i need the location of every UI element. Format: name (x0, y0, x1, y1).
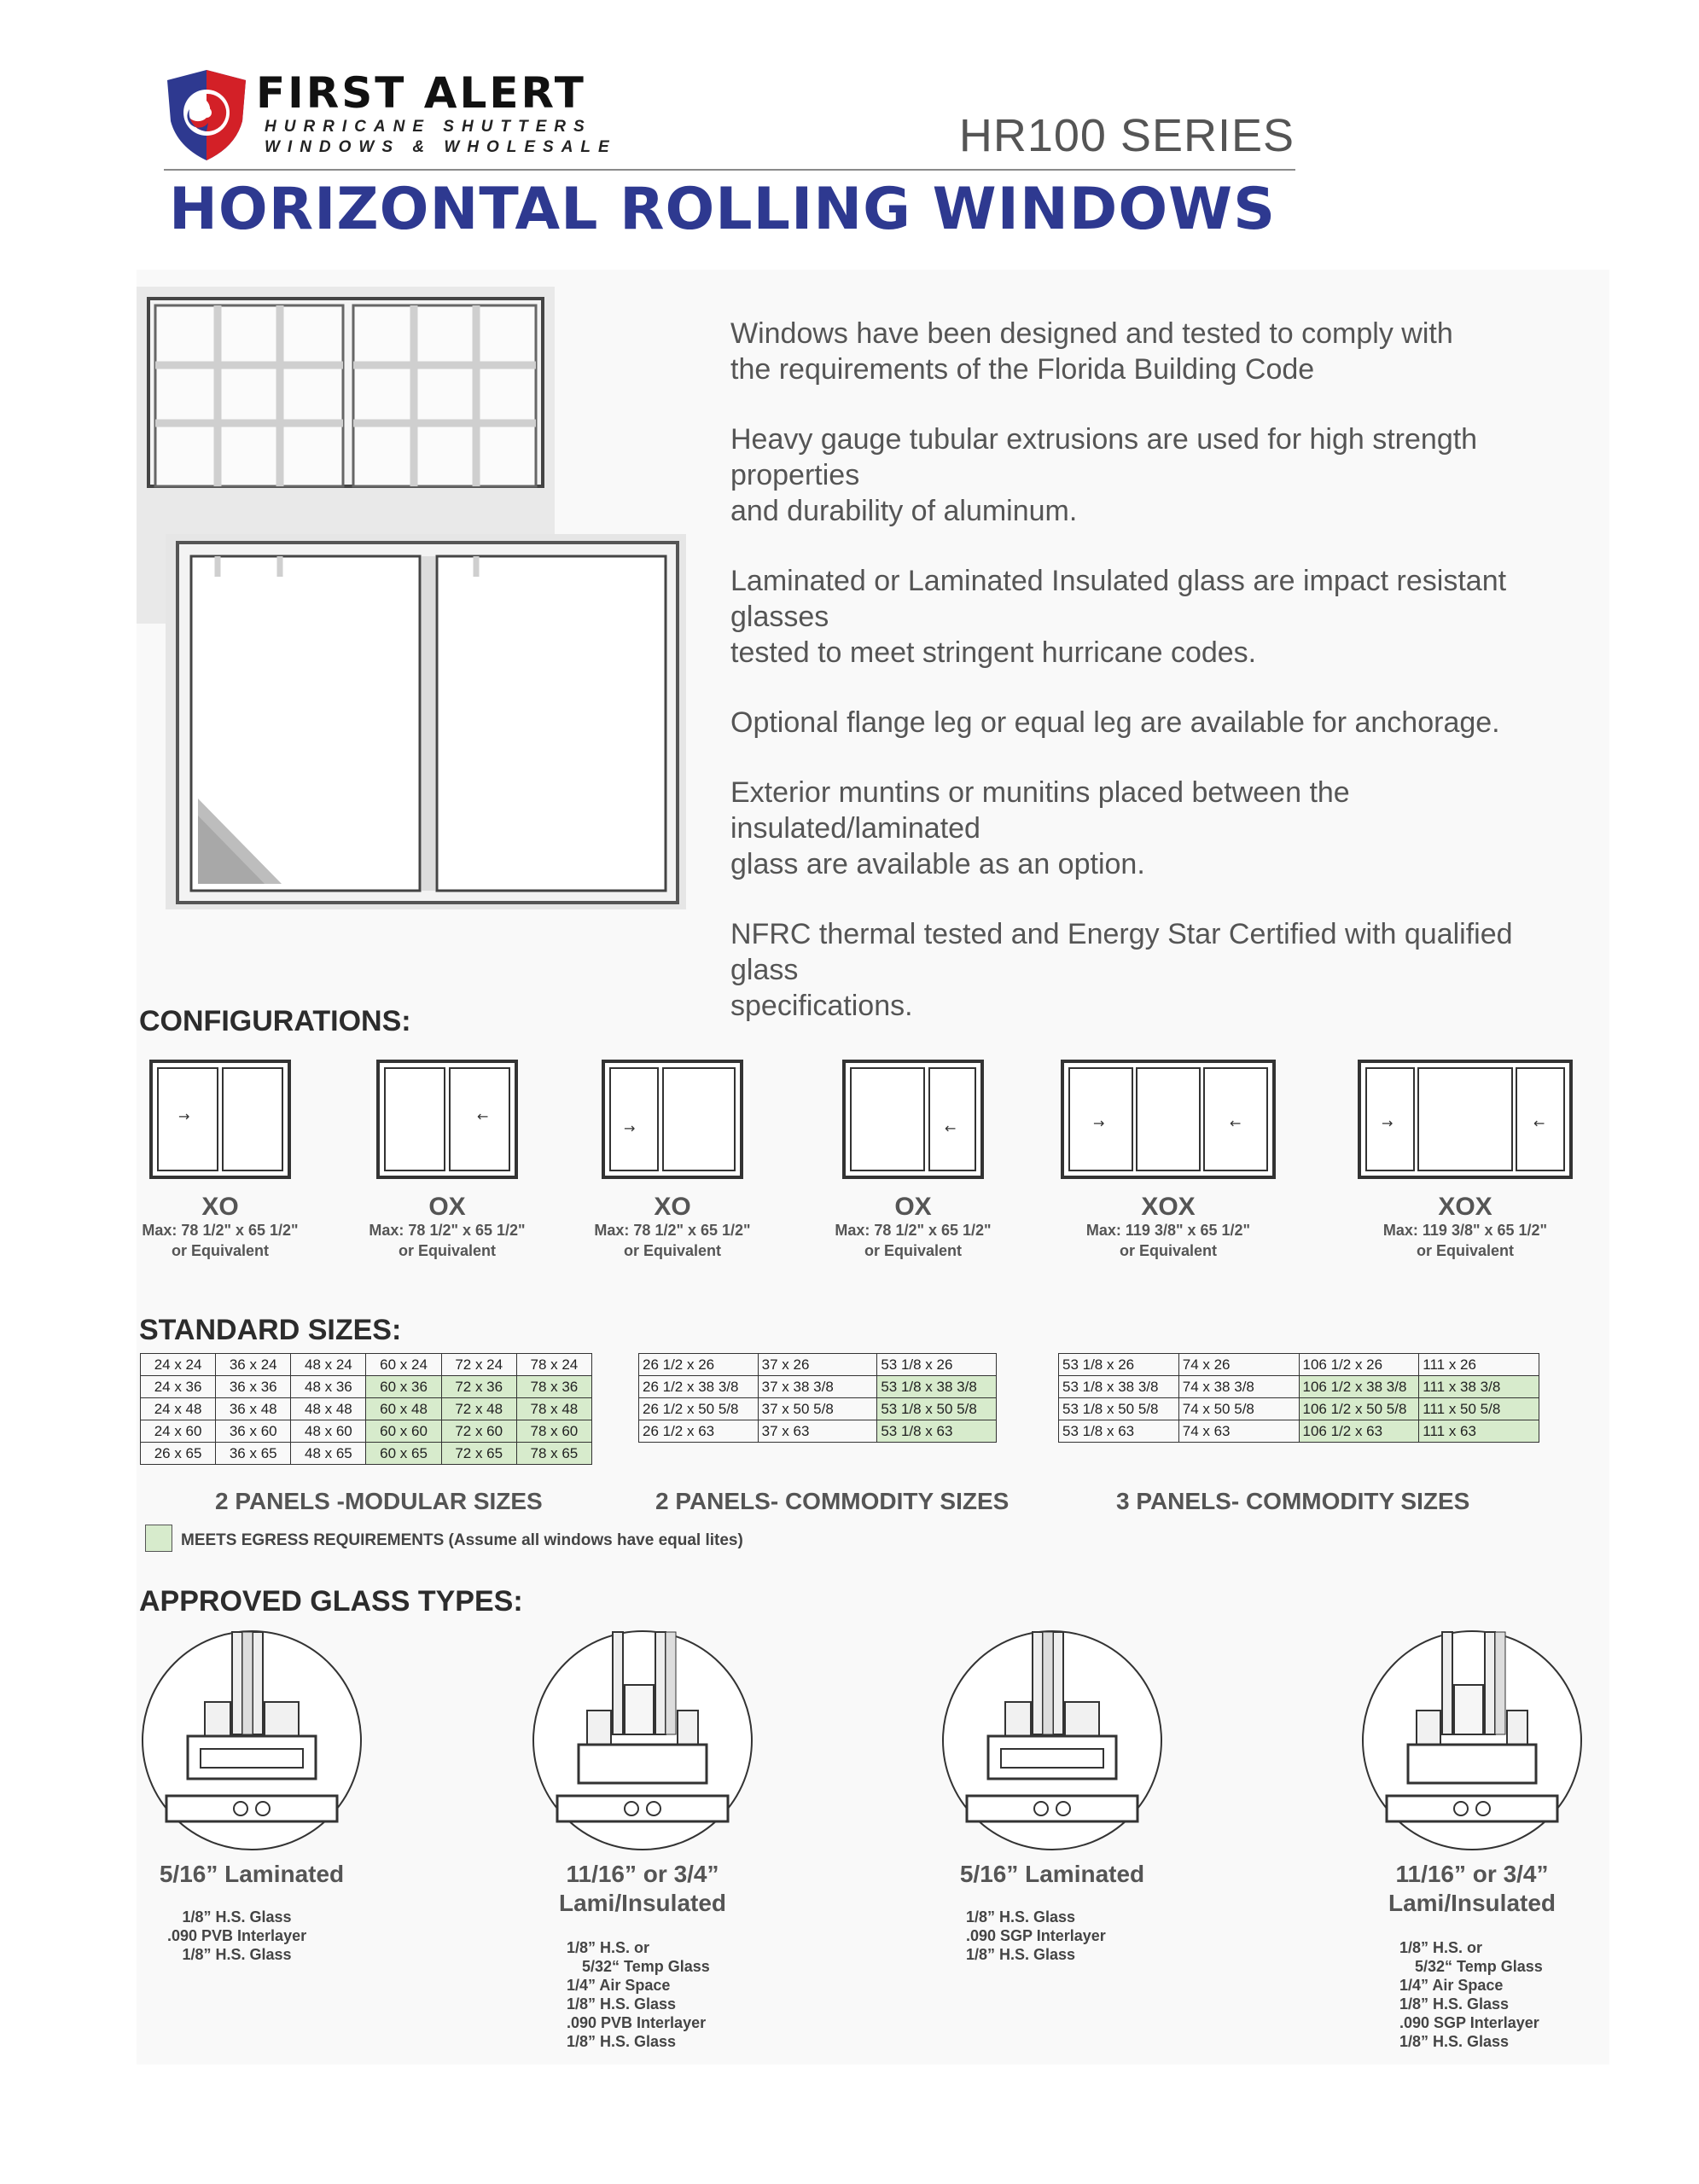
svg-text:→: → (1382, 1115, 1394, 1131)
config-ox-diagram (376, 1060, 518, 1179)
config-max-size: Max: 78 1/2" x 65 1/2" (835, 1222, 992, 1239)
glass-section-diagram-2 (527, 1625, 758, 1856)
size-cell: 24 x 48 (141, 1398, 216, 1420)
two-panel-commodity-table (638, 1353, 997, 1443)
size-cell: 106 1/2 x 38 3/8 (1299, 1376, 1419, 1398)
size-cell: 74 x 63 (1178, 1420, 1299, 1443)
size-cell: 53 1/8 x 38 3/8 (877, 1376, 997, 1398)
config-note: or Equivalent (398, 1242, 497, 1259)
feature-list (730, 316, 1584, 1058)
svg-text:←: ← (945, 1120, 957, 1136)
glass-spec-list: 1/8” H.S. or 5/32“ Temp Glass 1/4” Air Space 1/8” H.S. Glass .090 SGP Interlayer 1/8” H.S. Glass (1399, 1939, 1543, 2050)
egress-legend-text: MEETS EGRESS REQUIREMENTS (Assume all windows have equal lites) (181, 1531, 743, 1549)
size-cell: 60 x 65 (366, 1443, 441, 1465)
size-cell: 24 x 24 (141, 1354, 216, 1376)
table-row (639, 1354, 997, 1376)
table-row (639, 1376, 997, 1398)
size-cell: 36 x 48 (216, 1398, 291, 1420)
size-cell: 60 x 24 (366, 1354, 441, 1376)
table-row (1059, 1420, 1539, 1443)
config-note: or Equivalent (1119, 1242, 1218, 1259)
config-note: or Equivalent (1416, 1242, 1515, 1259)
table-row (639, 1398, 997, 1420)
brand-name: FIRST ALERT (256, 68, 586, 118)
configurations-heading: CONFIGURATIONS: (139, 1005, 411, 1037)
table-row (141, 1443, 592, 1465)
size-cell: 60 x 48 (366, 1398, 441, 1420)
size-cell: 37 x 26 (758, 1354, 877, 1376)
table-row (1059, 1354, 1539, 1376)
table-row (141, 1354, 592, 1376)
config-xo-2 (587, 1060, 758, 1261)
config-code: XOX (1438, 1193, 1492, 1221)
feature-item: Windows have been designed and tested to comply with the requirements of the Florida Building Code (730, 317, 1453, 386)
size-cell: 36 x 60 (216, 1420, 291, 1443)
config-code: OX (428, 1193, 466, 1221)
glass-type-title: 5/16” Laminated (959, 1861, 1145, 1887)
config-code: XOX (1141, 1193, 1196, 1221)
size-cell: 106 1/2 x 63 (1299, 1420, 1419, 1443)
size-cell: 26 1/2 x 26 (639, 1354, 759, 1376)
size-cell: 72 x 24 (441, 1354, 516, 1376)
svg-text:→: → (178, 1108, 190, 1124)
table-row (1059, 1398, 1539, 1420)
size-cell: 37 x 63 (758, 1420, 877, 1443)
series-label: HR100 SERIES (958, 110, 1295, 161)
svg-text:→: → (624, 1120, 636, 1136)
size-cell: 111 x 38 3/8 (1419, 1376, 1539, 1398)
brand-tagline-1: HURRICANE SHUTTERS (265, 118, 592, 136)
svg-text:←: ← (1230, 1115, 1242, 1131)
size-cell: 53 1/8 x 26 (877, 1354, 997, 1376)
config-note: or Equivalent (623, 1242, 722, 1259)
glass-type-title: 5/16” Laminated (159, 1861, 345, 1887)
table-row (141, 1420, 592, 1443)
feature-item: Heavy gauge tubular extrusions are used for high strength properties and durability of aluminum. (730, 423, 1478, 527)
size-cell: 78 x 60 (516, 1420, 591, 1443)
modular-sizes-table (140, 1353, 592, 1465)
config-note: or Equivalent (171, 1242, 270, 1259)
config-max-size: Max: 78 1/2" x 65 1/2" (594, 1222, 751, 1239)
size-cell: 26 x 65 (141, 1443, 216, 1465)
glass-section-diagram-3 (937, 1625, 1167, 1856)
size-cell: 72 x 60 (441, 1420, 516, 1443)
config-xo-diagram (602, 1060, 743, 1179)
size-cell: 78 x 24 (516, 1354, 591, 1376)
svg-text:←: ← (477, 1108, 489, 1124)
size-cell: 111 x 50 5/8 (1419, 1398, 1539, 1420)
svg-text:→: → (1093, 1115, 1105, 1131)
glass-spec-list: 1/8” H.S. or 5/32“ Temp Glass 1/4” Air Space 1/8” H.S. Glass .090 PVB Interlayer 1/8” H.S. Glass (567, 1939, 710, 2050)
brand-tagline-2: WINDOWS & WHOLESALE (265, 138, 617, 156)
size-cell: 72 x 36 (441, 1376, 516, 1398)
config-xox-1 (1060, 1060, 1277, 1261)
glass-section-diagram-1 (137, 1625, 367, 1856)
size-cell: 60 x 60 (366, 1420, 441, 1443)
egress-legend-swatch (145, 1525, 172, 1552)
size-cell: 53 1/8 x 26 (1059, 1354, 1179, 1376)
size-cell: 36 x 24 (216, 1354, 291, 1376)
size-cell: 111 x 63 (1419, 1420, 1539, 1443)
size-cell: 60 x 36 (366, 1376, 441, 1398)
table-row (1059, 1376, 1539, 1398)
window-product-photo (137, 287, 687, 914)
svg-text:←: ← (1533, 1115, 1545, 1131)
size-cell: 74 x 38 3/8 (1178, 1376, 1299, 1398)
config-ox-1 (362, 1060, 532, 1261)
size-cell: 36 x 36 (216, 1376, 291, 1398)
page-title: HORIZONTAL ROLLING WINDOWS (169, 176, 1277, 243)
size-cell: 53 1/8 x 63 (1059, 1420, 1179, 1443)
config-max-size: Max: 119 3/8" x 65 1/2" (1085, 1222, 1251, 1239)
size-cell: 53 1/8 x 38 3/8 (1059, 1376, 1179, 1398)
config-max-size: Max: 119 3/8" x 65 1/2" (1382, 1222, 1548, 1239)
config-ox-diagram (842, 1060, 984, 1179)
size-cell: 111 x 26 (1419, 1354, 1539, 1376)
glass-type-title: 11/16” or 3/4” Lami/Insulated (1388, 1861, 1556, 1916)
glass-spec-list: 1/8” H.S. Glass .090 PVB Interlayer 1/8” H.S. Glass (167, 1908, 307, 1963)
size-cell: 48 x 24 (291, 1354, 366, 1376)
config-code: OX (894, 1193, 932, 1221)
feature-item: NFRC thermal tested and Energy Star Certified with qualified glass specifications. (730, 918, 1513, 1022)
size-cell: 26 1/2 x 38 3/8 (639, 1376, 759, 1398)
size-cell: 53 1/8 x 50 5/8 (877, 1398, 997, 1420)
company-logo (164, 68, 249, 162)
config-xo-diagram (149, 1060, 291, 1179)
glass-types-heading: APPROVED GLASS TYPES: (139, 1585, 523, 1618)
size-cell: 24 x 36 (141, 1376, 216, 1398)
config-ox-2 (828, 1060, 998, 1261)
size-cell: 106 1/2 x 50 5/8 (1299, 1398, 1419, 1420)
table-row (141, 1398, 592, 1420)
config-xox-diagram (1358, 1060, 1573, 1179)
size-cell: 48 x 36 (291, 1376, 366, 1398)
size-cell: 48 x 65 (291, 1443, 366, 1465)
size-cell: 72 x 48 (441, 1398, 516, 1420)
feature-item: Laminated or Laminated Insulated glass are impact resistant glasses tested to meet stringent hurricane codes. (730, 565, 1507, 669)
header-divider (164, 169, 1295, 171)
three-panel-commodity-table (1058, 1353, 1539, 1443)
size-cell: 36 x 65 (216, 1443, 291, 1465)
config-xox-diagram (1061, 1060, 1276, 1179)
size-cell: 106 1/2 x 26 (1299, 1354, 1419, 1376)
size-cell: 78 x 48 (516, 1398, 591, 1420)
size-cell: 48 x 60 (291, 1420, 366, 1443)
config-code: XO (654, 1193, 691, 1221)
config-note: or Equivalent (864, 1242, 963, 1259)
size-cell: 37 x 50 5/8 (758, 1398, 877, 1420)
size-cell: 26 1/2 x 63 (639, 1420, 759, 1443)
size-cell: 53 1/8 x 50 5/8 (1059, 1398, 1179, 1420)
glass-type-title: 11/16” or 3/4” Lami/Insulated (558, 1861, 727, 1916)
standard-sizes-heading: STANDARD SIZES: (139, 1314, 402, 1346)
config-xo-1 (135, 1060, 305, 1261)
two-panel-caption: 2 PANELS- COMMODITY SIZES (655, 1488, 1010, 1514)
three-panel-caption: 3 PANELS- COMMODITY SIZES (1116, 1488, 1470, 1514)
size-cell: 37 x 38 3/8 (758, 1376, 877, 1398)
config-code: XO (201, 1193, 239, 1221)
config-max-size: Max: 78 1/2" x 65 1/2" (142, 1222, 299, 1239)
glass-section-diagram-4 (1357, 1625, 1587, 1856)
glass-spec-list: 1/8” H.S. Glass .090 SGP Interlayer 1/8” H.S. Glass (966, 1908, 1106, 1963)
table-row (141, 1376, 592, 1398)
config-xox-2 (1357, 1060, 1574, 1261)
config-max-size: Max: 78 1/2" x 65 1/2" (369, 1222, 526, 1239)
feature-item: Optional flange leg or equal leg are available for anchorage. (730, 706, 1500, 739)
size-cell: 78 x 65 (516, 1443, 591, 1465)
size-cell: 72 x 65 (441, 1443, 516, 1465)
feature-item: Exterior muntins or munitins placed between the insulated/laminated glass are available as an option. (730, 776, 1350, 880)
size-cell: 53 1/8 x 63 (877, 1420, 997, 1443)
size-cell: 74 x 26 (1178, 1354, 1299, 1376)
size-cell: 26 1/2 x 50 5/8 (639, 1398, 759, 1420)
modular-sizes-caption: 2 PANELS -MODULAR SIZES (215, 1488, 543, 1514)
size-cell: 74 x 50 5/8 (1178, 1398, 1299, 1420)
size-cell: 78 x 36 (516, 1376, 591, 1398)
size-cell: 48 x 48 (291, 1398, 366, 1420)
size-cell: 24 x 60 (141, 1420, 216, 1443)
table-row (639, 1420, 997, 1443)
